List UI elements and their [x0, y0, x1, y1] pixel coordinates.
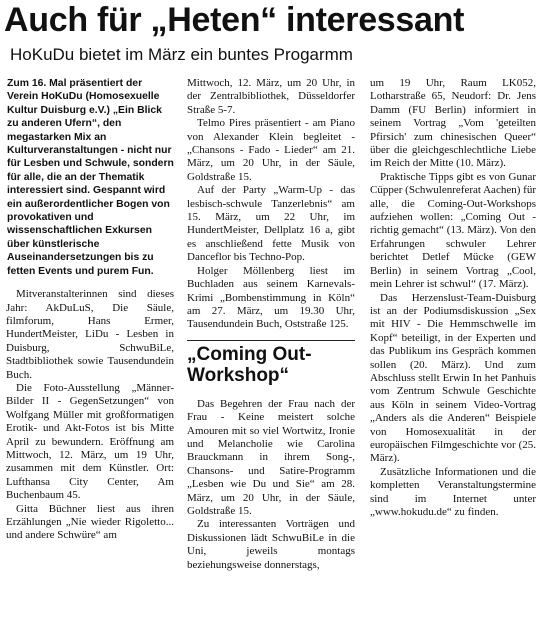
- body-paragraph: Telmo Pires präsentiert - am Piano von Alexander Klein begleitet - „Chansons - Fado - Lieder“ am 21. März, um 20 Uhr, in der Säule, Goldstraße 15.: [187, 117, 355, 183]
- body-paragraph: Praktische Tipps gibt es von Gunar Cüpper (Schwulenreferat Aachen) für alle, die Coming-Out-Workshops aufziehen wollen: „Coming Out - richtig gemacht“ (13. März). Von den Erfahrungen schwuler Lehrer berichtet Detlef Mücke (GEW Berlin) in seinem Vortrag „Cool, mein Lehrer ist schwul“ (17. März).: [370, 170, 536, 291]
- body-paragraph: Mittwoch, 12. März, um 20 Uhr, in der Zentralbibliothek, Düsseldorfer Straße 5-7.: [187, 77, 355, 116]
- article-headline: Auch für „Heten“ interessant: [4, 1, 465, 39]
- section-heading: „Coming Out-Workshop“: [187, 340, 355, 386]
- body-paragraph: Zusätzliche Informationen und die kompletten Veranstaltungstermine sind im Internet unter „www.hokudu.de“ zu finden.: [370, 465, 536, 518]
- body-paragraph: Zu interessanten Vorträgen und Diskussionen lädt SchwuBiLe in die Uni, jeweils montags beziehungsweise donnerstags,: [187, 518, 355, 571]
- body-paragraph: Mitveranstalterinnen sind dieses Jahr: AkDuLuS, Die Säule, filmforum, Hans Ermer, HundertMeister, LiDu - Lesben in Duisburg, SchwuBiLe, Stadtbibliothek sowie Tausendundein Buch.: [6, 288, 174, 381]
- body-paragraph: Die Foto-Ausstellung „Männer-Bilder II - GegenSetzungen“ von Wolfgang Müller mit großformatigen Erotik- und Akt-Fotos ist bis Mitte April zu bewundern. Eröffnung am Mittwoch, 12. März, um 19 Uhr, zusammen mit dem Künstler. Ort: Lufthansa City Center, Am Buchenbaum 45.: [6, 381, 174, 502]
- body-paragraph: um 19 Uhr, Raum LK052, Lotharstraße 65, Neudorf: Dr. Jens Damm (FU Berlin) informiert in seinem Vortrag „Vom 'geteilten Pfirsich' zum chinesischen Queer“ über die gleichgeschlechtliche Liebe im Reich der Mitte (10. März).: [370, 77, 536, 170]
- body-paragraph: Holger Möllenberg liest im Buchladen aus seinem Karnevals-Krimi „Bombenstimmung in Köln“ am 27. März, um 19.30 Uhr, Tausendundein Buch, Oststraße 125.: [187, 264, 355, 331]
- body-paragraph: Das Begehren der Frau nach der Frau - Keine meistert solche Amouren mit so viel Wortwitz, Ironie und Melancholie wie Carolina Brauckmann in ihrem Song-, Chansons- und Satire-Programm „Lesben wie Du und Sie“ am 28. März, um 20 Uhr, in der Säule, Goldstraße 15.: [187, 397, 355, 517]
- body-paragraph: Auf der Party „Warm-Up - das lesbisch-schwule Tanzerlebnis“ am 15. März, um 22 Uhr, im HundertMeister, Dellplatz 16 a, gibt es anschließend fette Musik von Danceflor bis Techno-Pop.: [187, 184, 355, 264]
- column-1: [6, 77, 174, 543]
- column-2: [187, 77, 355, 572]
- body-paragraph: Gitta Büchner liest aus ihren Erzählungen „Nie wieder Rigoletto... und andere Schwüre“ am: [6, 502, 174, 542]
- lead-paragraph: Zum 16. Mal präsentiert der Verein HoKuDu (Homosexuelle Kultur Duisburg e.V.) „Ein Blick zu anderen Ufern“, den megastarken Mix an Kulturveranstaltungen - nicht nur für Lesben und Schwule, sondern für alle, die an der Thematik interessiert sind. Gespannt wird ein außerordentlicher Bogen von provokativen und wissenschaftlichen Exkursen über künstlerische Auseinandersetzungen bis zu fetten Events und purem Fun.: [7, 78, 174, 277]
- body-paragraph: Das Herzenslust-Team-Duisburg ist an der Podiumsdiskussion „Sex mit HIV - Die Hemmschwelle im Kopf“ beteiligt, in der Experten und das Publikum ins Gespräch kommen sollen (20. März). Und zum Abschluss stellt Erwin In het Panhuis vom Zentrum Schwule Geschichte aus Köln in seinem Video-Vortrag „Anders als die Anderen“ Beispiele von Homosexualität in der europäischen Filmgeschichte vor (25. März).: [370, 291, 536, 465]
- article-subheadline: HoKuDu bietet im März ein buntes Progarmm: [10, 45, 353, 64]
- column-3: [370, 77, 536, 519]
